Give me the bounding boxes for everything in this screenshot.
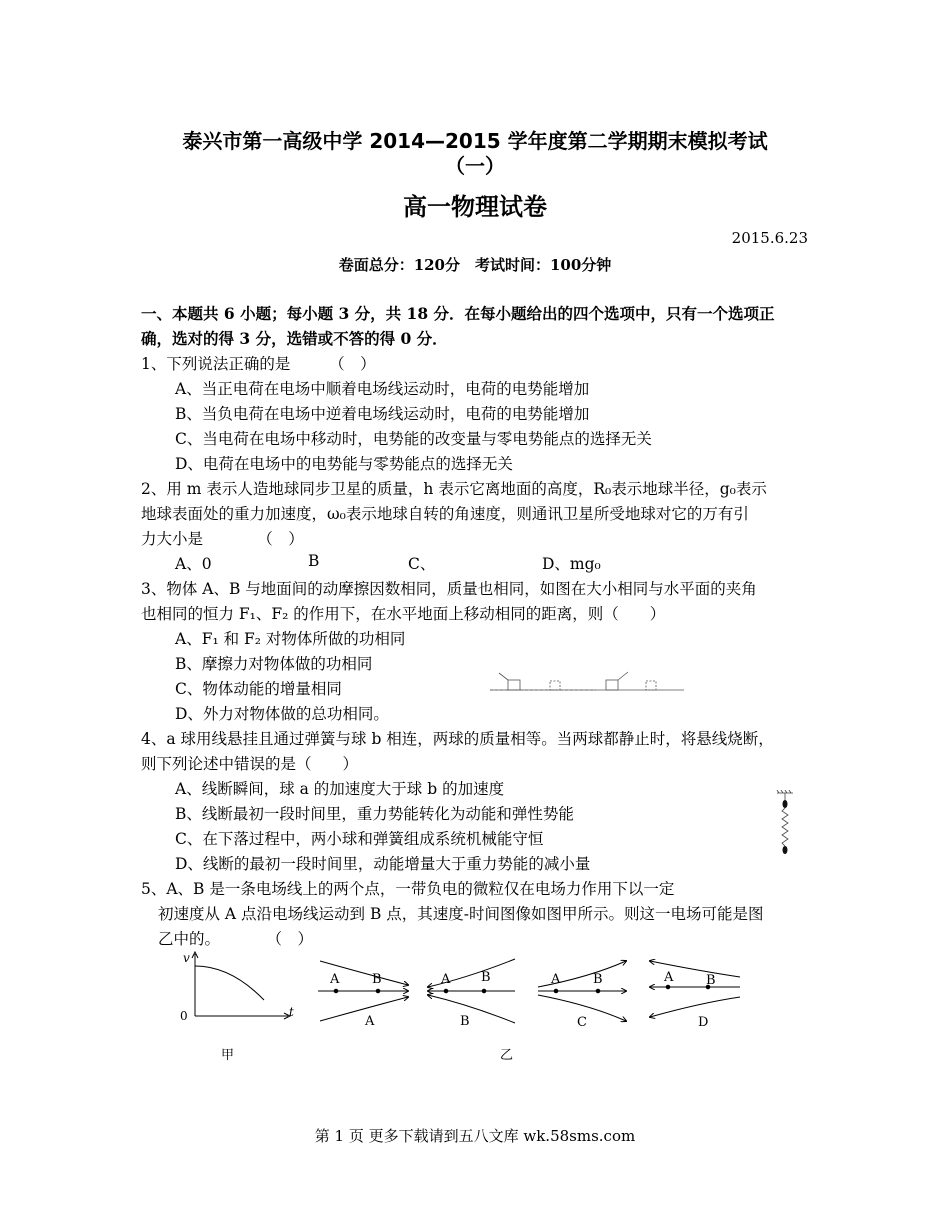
q3-figure xyxy=(488,666,688,696)
q4-option-b: B、线断最初一段时间里，重力势能转化为动能和弹性势能 xyxy=(175,805,574,823)
fig-a-point-a: A xyxy=(330,972,340,987)
q1-option-d: D、电荷在电场中的电势能与零势能点的选择无关 xyxy=(175,455,513,473)
fig-d-caption: D xyxy=(698,1015,709,1030)
q1-option-c: C、当电荷在电场中移动时，电势能的改变量与零电势能点的选择无关 xyxy=(175,430,652,448)
q3-line2: 也相同的恒力 F₁、F₂ 的作用下，在水平地面上移动相同的距离，则（ ） xyxy=(141,605,666,623)
q4-figure xyxy=(772,790,798,860)
fig-b-point-b: B xyxy=(481,970,491,985)
exam-info: 卷面总分：120分 考试时间：100分钟 xyxy=(338,256,612,274)
q2-option-d: D、mg₀ xyxy=(542,555,601,573)
subject-title: 高一物理试卷 xyxy=(403,193,547,221)
graph-t-label: t xyxy=(289,1005,294,1019)
q5-line3: 乙中的。 （ ） xyxy=(158,930,314,948)
graph-origin-label: 0 xyxy=(180,1009,188,1023)
fig-c-point-b: B xyxy=(593,972,603,987)
q4-line1: 4、a 球用线悬挂且通过弹簧与球 b 相连，两球的质量相等。当两球都静止时，将悬线烧断， xyxy=(141,730,774,748)
q5-label-jia: 甲 xyxy=(221,1048,235,1063)
field-option-b xyxy=(428,959,515,1023)
fig-b-caption: B xyxy=(460,1014,470,1029)
q1-option-a: A、当正电荷在电场中顺着电场线运动时，电荷的电势能增加 xyxy=(175,380,590,398)
q4-option-a: A、线断瞬间，球 a 的加速度大于球 b 的加速度 xyxy=(175,780,505,798)
fig-d-point-b: B xyxy=(706,973,716,988)
q3-option-b: B、摩擦力对物体做的功相同 xyxy=(175,655,373,673)
q1-stem: 1、下列说法正确的是 （ ） xyxy=(141,355,376,373)
q2-option-c: C、 xyxy=(408,555,436,573)
field-option-a xyxy=(318,961,408,1021)
section1-intro-line1: 一、本题共 6 小题；每小题 3 分，共 18 分．在每小题给出的四个选项中，只有一个选项正 xyxy=(141,304,775,323)
q3-line1: 3、物体 A、B 与地面间的动摩擦因数相同，质量也相同，如图在大小相同与水平面的夹角 xyxy=(141,580,757,598)
exam-date: 2015.6.23 xyxy=(731,229,808,247)
fig-c-point-a: A xyxy=(551,972,561,987)
q3-option-a: A、F₁ 和 F₂ 对物体所做的功相同 xyxy=(175,630,406,648)
q4-option-c: C、在下落过程中，两小球和弹簧组成系统机械能守恒 xyxy=(175,830,544,848)
page-footer: 第 1 页 更多下载请到五八文库 wk.58sms.com xyxy=(314,1127,636,1145)
q2-line2: 地球表面处的重力加速度，ω₀表示地球自转的角速度，则通讯卫星所受地球对它的万有引 xyxy=(141,505,749,523)
section1-intro-line2: 确，选对的得 3 分，选错或不答的得 0 分． xyxy=(141,329,448,348)
q2-line3: 力大小是 （ ） xyxy=(141,530,304,548)
q1-option-b: B、当负电荷在电场中逆着电场线运动时，电荷的电势能增加 xyxy=(175,405,590,423)
q3-option-d: D、外力对物体做的总功相同。 xyxy=(175,705,389,723)
q5-line2: 初速度从 A 点沿电场线运动到 B 点，其速度-时间图像如图甲所示。则这一电场可能是图 xyxy=(158,905,764,923)
fig-c-caption: C xyxy=(577,1015,587,1030)
graph-v-label: v xyxy=(183,951,190,965)
fig-b-point-a: A xyxy=(441,972,451,987)
fig-a-caption: A xyxy=(365,1014,375,1029)
fig-d-point-a: A xyxy=(664,970,674,985)
q2-option-b: B xyxy=(308,552,320,570)
fig-a-point-b: B xyxy=(372,972,382,987)
exam-title: 泰兴市第一高级中学 2014—2015 学年度第二学期期末模拟考试 xyxy=(182,129,768,153)
q3-option-c: C、物体动能的增量相同 xyxy=(175,680,342,698)
q5-vt-graph xyxy=(176,948,300,1028)
q2-line1: 2、用 m 表示人造地球同步卫星的质量，h 表示它离地面的高度，R₀表示地球半径，g₀表示 xyxy=(141,480,767,498)
q4-line2: 则下列论述中错误的是（ ） xyxy=(141,755,359,773)
q5-line1: 5、A、B 是一条电场线上的两个点，一带负电的微粒仅在电场力作用下以一定 xyxy=(141,880,675,898)
q5-field-options xyxy=(300,955,760,1035)
exam-title-sub: （一） xyxy=(445,154,505,178)
q2-option-a: A、0 xyxy=(175,555,212,573)
q4-option-d: D、线断的最初一段时间里，动能增量大于重力势能的减小量 xyxy=(175,855,591,873)
field-option-c xyxy=(538,961,626,1021)
q5-label-yi: 乙 xyxy=(500,1048,514,1063)
